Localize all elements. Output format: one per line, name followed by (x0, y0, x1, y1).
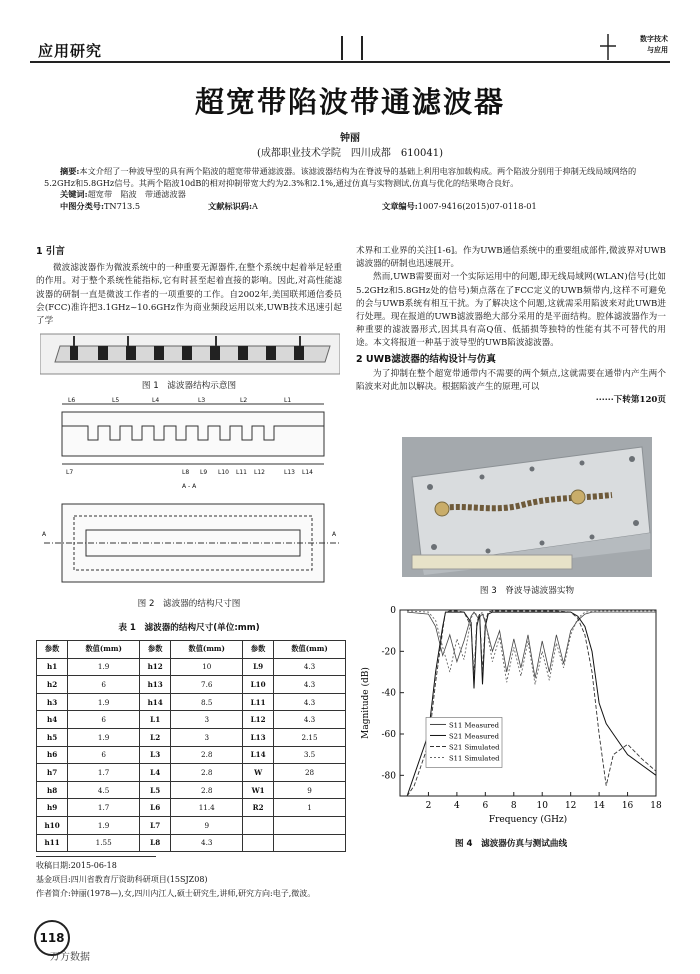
header-divider-bars (341, 36, 363, 60)
table-row (37, 781, 346, 799)
section2-paragraph1: 为了抑制在整个超宽带通带内不需要的两个频点,这就需要在通带内产生两个陷波来对此加以解决。根据陷波产生的原理,可以 (356, 368, 666, 393)
table-cell (243, 816, 274, 834)
table-row (37, 658, 346, 676)
logo-line-2: 与应用 (647, 46, 668, 54)
x-tick-label: 8 (510, 801, 517, 811)
table-cell: 3 (171, 711, 243, 729)
table-row (37, 728, 346, 746)
table-cell: 9 (171, 816, 243, 834)
table-cell: L7 (140, 816, 171, 834)
table-row (37, 746, 346, 764)
table-cell: 1.9 (68, 816, 140, 834)
crosshair-icon (600, 34, 616, 60)
table-cell: L2 (140, 728, 171, 746)
table-cell: 4.3 (274, 658, 346, 676)
table-cell: L6 (140, 799, 171, 817)
y-tick-label: -60 (381, 730, 396, 740)
table-cell: 6 (68, 676, 140, 694)
table-cell: 11.4 (171, 799, 243, 817)
fig2-label-l14: L14 (302, 469, 313, 476)
paper-title: 超宽带陷波带通滤波器 (194, 85, 505, 119)
table-cell: W1 (243, 781, 274, 799)
right-column (356, 245, 666, 407)
x-tick-label: 6 (482, 801, 489, 811)
table-cell: 1.9 (68, 693, 140, 711)
keywords (60, 189, 186, 200)
table-cell: 8.5 (171, 693, 243, 711)
table-cell: L3 (140, 746, 171, 764)
table-row (37, 676, 346, 694)
table-cell: 7.6 (171, 676, 243, 694)
table-cell: 6 (68, 746, 140, 764)
table-row (37, 711, 346, 729)
legend-entry: S11 Measured (449, 721, 499, 730)
table-row (37, 799, 346, 817)
table-row (37, 764, 346, 782)
fig2-label-l4: L4 (152, 397, 160, 404)
figure3-caption: 图 3 脊波导滤波器实物 (479, 586, 575, 596)
table-cell: L8 (140, 834, 171, 852)
journal-logo (598, 34, 668, 60)
table-cell: L12 (243, 711, 274, 729)
fig2-label-l8: L8 (182, 469, 190, 476)
journal-section: 应用研究 (38, 42, 103, 60)
fig2-label-l1: L1 (284, 397, 292, 404)
watermark: 万方数据 (50, 952, 90, 963)
section2-heading: 2 UWB滤波器的结构设计与仿真 (356, 353, 496, 365)
table-cell: 2.8 (171, 764, 243, 782)
legend-entry: S11 Simulated (449, 754, 500, 763)
affiliation: (成都职业技术学院 四川成都 610041) (257, 148, 443, 159)
table-row (37, 834, 346, 852)
fig2-label-l12: L12 (254, 469, 265, 476)
table-header-cell: 数值(mm) (68, 641, 140, 659)
figure2-drawing (40, 396, 340, 592)
figure4-chart (356, 600, 668, 830)
y-tick-label: -80 (381, 771, 396, 782)
x-tick-label: 18 (650, 801, 662, 811)
fig2-label-l13: L13 (284, 469, 295, 476)
table-cell: h6 (37, 746, 68, 764)
author: 钟丽 (340, 133, 360, 144)
x-tick-label: 14 (593, 801, 605, 811)
keywords-text: 超宽带 陷波 带通滤波器 (87, 189, 186, 199)
table-header-cell: 参数 (243, 641, 274, 659)
section1-paragraph1-continued: 术界和工业界的关注[1-6]。作为UWB通信系统中的重要组成部件,微波界对UWB滤波器的研制也迅速展开。 (356, 246, 666, 270)
table-cell: R2 (243, 799, 274, 817)
table-cell: h11 (37, 834, 68, 852)
fig2-label-l9: L9 (200, 469, 208, 476)
dimensions-table (36, 640, 346, 852)
x-tick-label: 12 (564, 801, 577, 811)
table-cell: L9 (243, 658, 274, 676)
table-cell: h13 (140, 676, 171, 694)
table-cell: L1 (140, 711, 171, 729)
x-tick-label: 2 (425, 801, 432, 811)
table-cell: 1.7 (68, 799, 140, 817)
table-cell: L13 (243, 728, 274, 746)
table-header-cell: 参数 (37, 641, 68, 659)
doc-code: 文献标识码:A (208, 201, 258, 211)
header-rule (30, 61, 670, 63)
table-cell: 1.9 (68, 728, 140, 746)
table-cell: 3.5 (274, 746, 346, 764)
fig2-a-right: A (332, 531, 337, 538)
table-cell: h4 (37, 711, 68, 729)
x-tick-label: 4 (454, 801, 460, 811)
figure1-caption: 图 1 滤波器结构示意图 (141, 381, 237, 391)
table-cell: 4.3 (274, 676, 346, 694)
table-cell: h14 (140, 693, 171, 711)
table-cell: 4.3 (274, 711, 346, 729)
section1-paragraph2: 然而,UWB需要面对一个实际运用中的问题,即无线局域网(WLAN)信号(比如5.2GHz和5.8GHz处的信号)频点落在了FCC定义的UWB频带内,这样不可避免的会与UWB系统有相互干扰。为了解决这个问题,这就需采用陷波来对此UWB进行处理。现在报道的UWB滤波器绝大部分采用的是平面结构。腔体滤波器作为一种重要的滤波器形式,因其具有高Q值、低插损等独特的性能有其不可替代的用途。本文将报道一种基于波导型的UWB陷波滤波器。 (356, 272, 666, 349)
table-header-cell: 数值(mm) (171, 641, 243, 659)
table-header-cell: 参数 (140, 641, 171, 659)
classification: 中图分类号:TN713.5 (60, 201, 141, 211)
fig2-a-left: A (42, 531, 47, 538)
received-date: 收稿日期:2015-06-18 (36, 861, 117, 870)
section1-paragraph1: 微波滤波器作为微波系统中的一种重要无源器件,在整个系统中起着举足轻重的作用。对于整个系统性能指标,它有时甚至起着直接的影响。因此,对高性能滤波器的研制一直是微波工作者的一项重要的工作。自2002年,美国联邦通信委员会(FCC)准许把3.1GHz~10.6GHz作为商业频段运用以来,UWB技术迅速引起了学 (36, 263, 342, 327)
keywords-label: 关键词: (60, 189, 88, 199)
page-number: 118 (34, 920, 70, 956)
fig2-label-l3: L3 (198, 397, 206, 404)
article-no: 文章编号:1007-9416(2015)07-0118-01 (382, 201, 537, 211)
table-header-cell: 数值(mm) (274, 641, 346, 659)
table-cell: 2.8 (171, 781, 243, 799)
table-cell: 1.7 (68, 764, 140, 782)
table-cell: 9 (274, 781, 346, 799)
table-cell: h10 (37, 816, 68, 834)
table-cell: 1.55 (68, 834, 140, 852)
figure1-ridges (70, 346, 304, 360)
table-cell: 1.9 (68, 658, 140, 676)
table-cell: 4.5 (68, 781, 140, 799)
table-cell: L10 (243, 676, 274, 694)
table-cell: h7 (37, 764, 68, 782)
table1-caption: 表 1 滤波器的结构尺寸(单位:mm) (118, 623, 260, 633)
table-cell: h1 (37, 658, 68, 676)
fig2-label-l2: L2 (240, 397, 248, 404)
y-tick-label: -20 (381, 647, 396, 658)
table-cell (274, 816, 346, 834)
logo-line-1: 数字技术 (640, 35, 668, 43)
table-cell: h2 (37, 676, 68, 694)
table-cell: h12 (140, 658, 171, 676)
section1-heading: 1 引言 (36, 246, 65, 257)
table-cell: h3 (37, 693, 68, 711)
table-row (37, 816, 346, 834)
y-tick-label: -40 (381, 688, 396, 699)
table-cell: 4.3 (274, 693, 346, 711)
fig2-label-l11: L11 (236, 469, 247, 476)
table-cell: 2.15 (274, 728, 346, 746)
figure3-photo (402, 437, 652, 577)
abstract-label: 摘要: (60, 166, 80, 176)
table-cell: 1 (274, 799, 346, 817)
table-row (37, 693, 346, 711)
y-axis-label: Magnitude (dB) (361, 667, 371, 739)
fig2-label-l10: L10 (218, 469, 229, 476)
table-cell: h9 (37, 799, 68, 817)
table-cell: 4.3 (171, 834, 243, 852)
table-cell: L5 (140, 781, 171, 799)
figure2-caption: 图 2 滤波器的结构尺寸图 (137, 599, 241, 609)
table-cell: 10 (171, 658, 243, 676)
table-cell: h8 (37, 781, 68, 799)
table-cell: L11 (243, 693, 274, 711)
legend-entry: S21 Measured (449, 732, 499, 741)
table-cell: L4 (140, 764, 171, 782)
fig2-label-l7: L7 (66, 469, 74, 476)
table-cell: W (243, 764, 274, 782)
table-cell: 2.8 (171, 746, 243, 764)
table-cell: L14 (243, 746, 274, 764)
author-bio: 作者简介:钟丽(1978—),女,四川内江人,硕士研究生,讲师,研究方向:电子,微波。 (36, 889, 316, 898)
y-tick-label: 0 (390, 606, 396, 616)
x-tick-label: 16 (621, 801, 634, 811)
table-cell: h5 (37, 728, 68, 746)
abstract (44, 165, 658, 189)
abstract-text: 本文介绍了一种波导型的具有两个陷波的超宽带带通滤波器。该滤波器结构为在脊波导的基础上利用电容加载构成。两个陷波分别用于抑制无线局域网络的5.2GHz和5.8GHz信号。其两个陷波10dB的相对抑制带宽大约为2.3%和2.1%,通过仿真与实物测试,仿真与优化的结果吻合良好。 (44, 166, 637, 188)
table-cell: 3 (171, 728, 243, 746)
figure1-schematic (40, 332, 340, 376)
figure4-caption: 图 4 滤波器仿真与测试曲线 (454, 839, 568, 849)
left-column (36, 245, 342, 328)
fig2-section-label: A - A (182, 483, 197, 490)
table-cell (243, 834, 274, 852)
continued-note: ······下转第120页 (595, 395, 666, 406)
fund-note: 基金项目:四川省教育厅资助科研项目(15SJZ08) (36, 875, 208, 884)
table-header-row (37, 641, 346, 659)
x-tick-label: 10 (536, 801, 548, 811)
fig2-label-l6: L6 (68, 397, 76, 404)
fig2-label-l5: L5 (112, 397, 120, 404)
table-cell: 6 (68, 711, 140, 729)
legend-entry: S21 Simulated (449, 743, 500, 752)
x-axis-label: Frequency (GHz) (488, 815, 568, 825)
table-cell (274, 834, 346, 852)
table-cell: 28 (274, 764, 346, 782)
filter-photo-image (402, 437, 652, 577)
footnote-rule (36, 856, 156, 857)
